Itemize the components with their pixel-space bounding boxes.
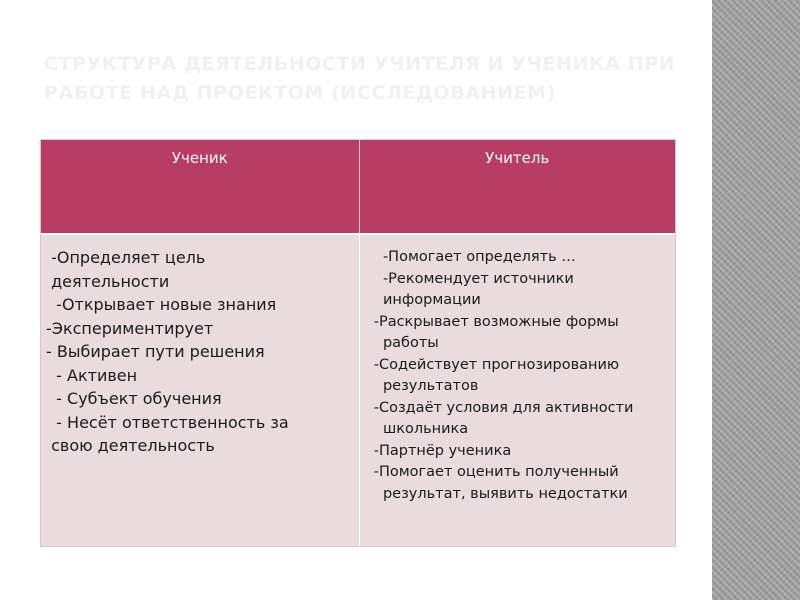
teacher-cell — [359, 234, 675, 546]
slide-title: СТРУКТУРА ДЕЯТЕЛЬНОСТИ УЧИТЕЛЯ И УЧЕНИКА ПРИ РАБОТЕ НАД ПРОЕКТОМ (ИССЛЕДОВАНИЕМ) — [44, 53, 676, 104]
table-row — [41, 234, 675, 546]
comparison-table-grid — [41, 140, 675, 546]
list-item: -Партнёр ученика — [364, 442, 512, 459]
list-item: -Помогает оценить полученный результат, выявить недостатки — [373, 464, 628, 502]
list-item: -Открывает новые знания — [46, 295, 277, 314]
list-item: - Активен — [46, 365, 138, 385]
list-item: -Определяет цель деятельности — [51, 248, 206, 291]
teacher-activities-list — [361, 236, 675, 505]
header-teacher: Учитель — [359, 140, 675, 234]
decorative-side-band — [712, 0, 800, 600]
list-item: -Раскрывает возможные формы работы — [373, 313, 619, 351]
list-item: -Рекомендует источники информации — [382, 270, 574, 308]
table-header-row — [41, 140, 675, 234]
list-item: - Выбирает пути решения — [46, 342, 265, 361]
comparison-table — [41, 140, 675, 546]
list-item: - Субъект обучения — [46, 389, 222, 408]
list-item: - Несёт ответственность за свою деятельность — [51, 412, 289, 455]
student-activities-list — [42, 236, 358, 458]
header-student: Ученик — [41, 140, 359, 234]
student-cell — [41, 234, 359, 546]
list-item: -Содействует прогнозированию результатов — [373, 356, 620, 394]
list-item: -Экспериментирует — [46, 318, 214, 338]
list-item: -Создаёт условия для активности школьника — [373, 399, 634, 437]
list-item: -Помогает определять … — [364, 249, 576, 265]
